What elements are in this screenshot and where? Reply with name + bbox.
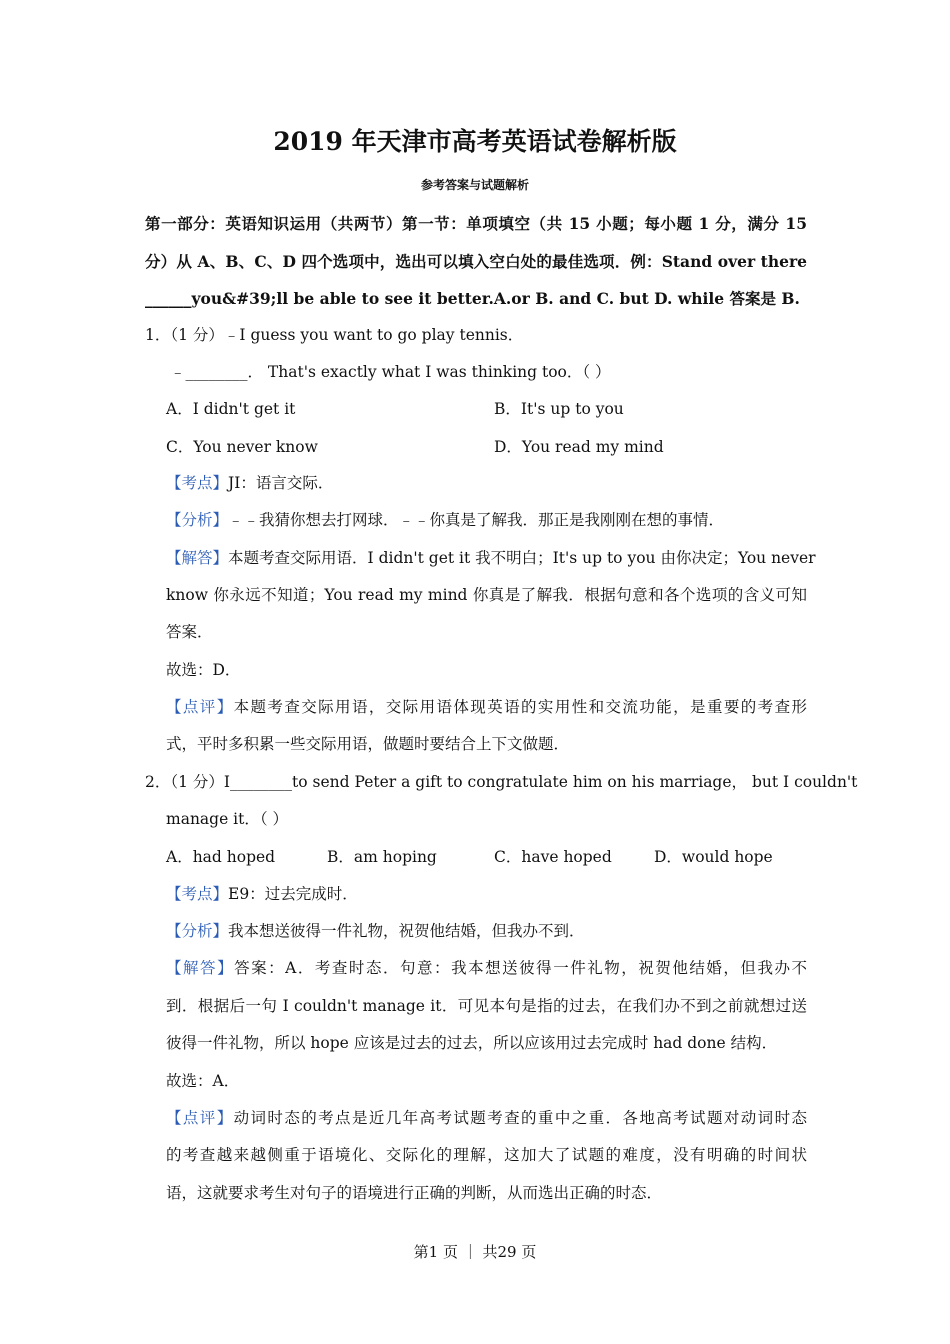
- fenxi-tag: 【分析】: [166, 511, 229, 529]
- jieda-tag: 【解答】: [166, 549, 229, 567]
- kaodian-text: JI：语言交际．: [228, 474, 334, 492]
- question-1-fenxi: [166, 510, 724, 530]
- question-1-stem-line-1: 1．（1 分）﹣I guess you want to go play tennis．: [145, 326, 524, 344]
- dianping-tag: 【点评】: [166, 1109, 234, 1127]
- kaodian-text: E9：过去完成时．: [228, 885, 358, 903]
- document-title: 2019 年天津市高考英语试卷解析版: [273, 127, 677, 156]
- kaodian-tag: 【考点】: [166, 885, 229, 903]
- question-1-option-c: C．You never know: [166, 438, 318, 456]
- question-1-option-a: A．I didn't get it: [166, 400, 296, 418]
- question-2-stem-line-2: manage it．（ ）: [166, 810, 289, 828]
- question-2-stem-line-1: 2．（1 分）I________to send Peter a gift to congratulate him on his marriage， but I couldn't: [145, 773, 858, 791]
- part-heading-line-3: ______you&#39;ll be able to see it better.A.or B. and C. but D. while 答案是 B.: [145, 289, 800, 308]
- kaodian-tag: 【考点】: [166, 474, 229, 492]
- question-1-option-d: D．You read my mind: [494, 438, 664, 456]
- question-1-jieda-line-1: [166, 548, 816, 568]
- question-1-option-b: B．It's up to you: [494, 400, 624, 418]
- question-2-option-b: B．am hoping: [327, 848, 437, 866]
- question-1-answer: 故选：D．: [166, 661, 241, 679]
- question-1-jieda-line-2: know 你永远不知道；You read my mind 你真是了解我．根据句意和各个选项的含义可知: [166, 586, 807, 604]
- dianping-text: 本题考查交际用语，交际用语体现英语的实用性和交流功能，是重要的考查形: [233, 698, 807, 716]
- jieda-text: 本题考查交际用语．I didn't get it 我不明白；It's up to you 由你决定；You never: [228, 549, 816, 567]
- page-footer: 第1 页 ｜ 共29 页: [413, 1243, 537, 1261]
- fenxi-text: 我本想送彼得一件礼物，祝贺他结婚，但我办不到．: [228, 922, 585, 940]
- part-heading-line-1: 第一部分：英语知识运用（共两节）第一节：单项填空（共 15 小题；每小题 1 分，满分 15: [145, 214, 807, 233]
- question-2-answer: 故选：A．: [166, 1072, 240, 1090]
- question-1-stem-line-2: ﹣________． That's exactly what I was thinking too．（ ）: [170, 363, 611, 381]
- question-2-jieda-line-1: [166, 958, 807, 978]
- question-1-dianping-line-1: [166, 697, 807, 717]
- jieda-tag: 【解答】: [166, 959, 235, 977]
- question-2-fenxi: [166, 921, 585, 941]
- question-2-option-d: D．would hope: [654, 848, 773, 866]
- fenxi-tag: 【分析】: [166, 922, 229, 940]
- document-subtitle: 参考答案与试题解析: [420, 178, 529, 192]
- question-2-kaodian: [166, 884, 358, 904]
- question-2-dianping-line-2: 的考查越来越侧重于语境化、交际化的理解，这加大了试题的难度，没有明确的时间状: [166, 1146, 807, 1164]
- question-1-kaodian: [166, 473, 333, 493]
- question-2-jieda-line-3: 彼得一件礼物，所以 hope 应该是过去的过去，所以应该用过去完成时 had done 结构．: [166, 1034, 778, 1052]
- question-1-jieda-line-3: 答案．: [166, 623, 213, 641]
- question-2-jieda-line-2: 到．根据后一句 I couldn't manage it．可见本句是指的过去，在我们办不到之前就想过送: [166, 997, 807, 1015]
- dianping-tag: 【点评】: [166, 698, 234, 716]
- question-2-dianping-line-3: 语，这就要求考生对句子的语境进行正确的判断，从而选出正确的时态．: [166, 1184, 663, 1202]
- question-2-dianping-line-1: [166, 1108, 807, 1128]
- question-2-option-a: A．had hoped: [166, 848, 276, 866]
- fenxi-text: ﹣﹣我猜你想去打网球．﹣﹣你真是了解我．那正是我刚刚在想的事情．: [228, 511, 725, 529]
- question-1-dianping-line-2: 式，平时多积累一些交际用语，做题时要结合上下文做题．: [166, 735, 570, 753]
- dianping-text: 动词时态的考点是近几年高考试题考查的重中之重．各地高考试题对动词时态: [233, 1109, 807, 1127]
- question-2-option-c: C．have hoped: [494, 848, 612, 866]
- part-heading-line-2: 分）从 A、B、C、D 四个选项中，选出可以填入空白处的最佳选项．例：Stand over there: [145, 252, 807, 271]
- jieda-text: 答案：A．考查时态．句意：我本想送彼得一件礼物，祝贺他结婚，但我办不: [234, 959, 807, 977]
